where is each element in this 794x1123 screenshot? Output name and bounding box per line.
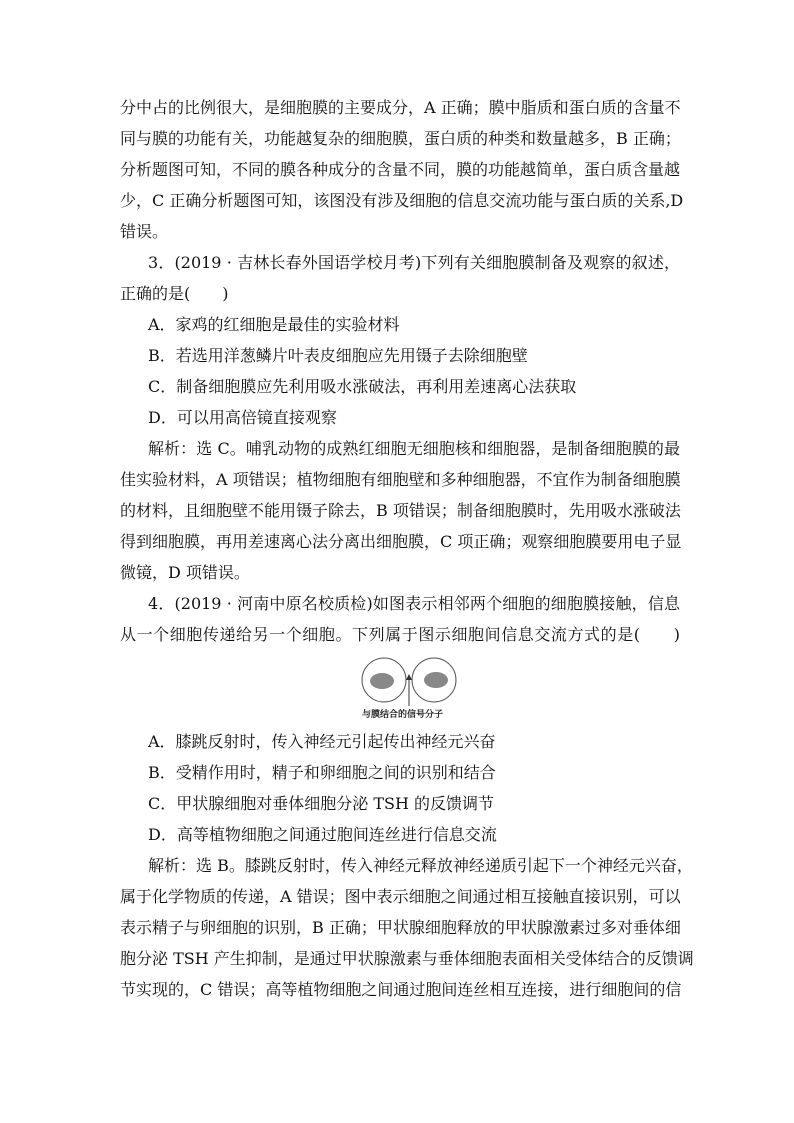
question-4-option-a: A．膝跳反射时，传入神经元引起传出神经元兴奋 bbox=[148, 732, 496, 751]
answer-4-line: 胞分泌 TSH 产生抑制，是通过甲状腺激素与垂体细胞表面相关受体结合的反馈调 bbox=[120, 949, 694, 968]
question-4-option-d: D．高等植物细胞之间通过胞间连丝进行信息交流 bbox=[148, 825, 497, 844]
answer-3-line: 的材料，且细胞壁不能用镊子除去，B 项错误；制备细胞膜时，先用吸水涨破法 bbox=[120, 501, 681, 520]
question-3-stem-end: 正确的是( ) bbox=[120, 284, 229, 303]
answer-4-line: 节实现的，C 错误；高等植物细胞之间通过胞间连丝相互连接，进行细胞间的信 bbox=[120, 980, 682, 999]
answer-3-line: 佳实验材料，A 项错误；植物细胞有细胞壁和多种细胞器，不宜作为制备细胞膜 bbox=[120, 470, 681, 489]
question-4-option-b: B．受精作用时，精子和卵细胞之间的识别和结合 bbox=[148, 763, 496, 782]
text-line: 少，C 正确分析题图可知，该图没有涉及细胞的信息交流功能与蛋白质的关系,D bbox=[120, 191, 684, 210]
question-3-option-c: C．制备细胞膜应先利用吸水涨破法，再利用差速离心法获取 bbox=[148, 377, 577, 396]
question-3-option-a: A．家鸡的红细胞是最佳的实验材料 bbox=[148, 315, 400, 334]
question-3-stem: 3．(2019 · 吉林长春外国语学校月考)下列有关细胞膜制备及观察的叙述， bbox=[148, 253, 680, 272]
arrow-head-icon bbox=[406, 674, 412, 680]
answer-3-line: 微镜，D 项错误。 bbox=[120, 563, 250, 582]
question-4-option-c: C．甲状腺细胞对垂体细胞分泌 TSH 的反馈调节 bbox=[148, 794, 495, 813]
question-4-stem: 从一个细胞传递给另一个细胞。下列属于图示细胞间信息交流方式的是( ) bbox=[120, 625, 680, 644]
question-3-option-b: B．若选用洋葱鳞片叶表皮细胞应先用镊子去除细胞壁 bbox=[148, 346, 528, 365]
left-cell-nucleus bbox=[370, 673, 394, 689]
answer-4-line: 表示精子与卵细胞的识别，B 正确；甲状腺细胞释放的甲状腺激素过多对垂体细 bbox=[120, 918, 681, 937]
text-line: 分中占的比例很大，是细胞膜的主要成分，A 正确；膜中脂质和蛋白质的含量不 bbox=[120, 98, 681, 117]
answer-3-line: 解析：选 C。哺乳动物的成熟红细胞无细胞核和细胞器，是制备细胞膜的最 bbox=[148, 439, 680, 458]
text-line: 错误。 bbox=[120, 222, 169, 241]
question-3-option-d: D．可以用高倍镜直接观察 bbox=[148, 408, 337, 427]
answer-4-line: 解析：选 B。膝跳反射时，传入神经元释放神经递质引起下一个神经元兴奋， bbox=[148, 856, 693, 875]
answer-4-line: 属于化学物质的传递，A 错误；图中表示细胞之间通过相互接触直接识别，可以 bbox=[120, 887, 681, 906]
question-4-stem: 4．(2019 · 河南中原名校质检)如图表示相邻两个细胞的细胞膜接触，信息 bbox=[148, 594, 680, 613]
text-line: 分析题图可知，不同的膜各种成分的含量不同，膜的功能越简单，蛋白质含量越 bbox=[120, 160, 681, 179]
right-cell-nucleus bbox=[424, 672, 448, 688]
text-line: 同与膜的功能有关，功能越复杂的细胞膜，蛋白质的种类和数量越多，B 正确； bbox=[120, 129, 681, 148]
answer-3-line: 得到细胞膜，再用差速离心法分离出细胞膜，C 项正确；观察细胞膜要用电子显 bbox=[120, 532, 682, 551]
figure-caption: 与膜结合的信号分子 bbox=[362, 710, 444, 720]
